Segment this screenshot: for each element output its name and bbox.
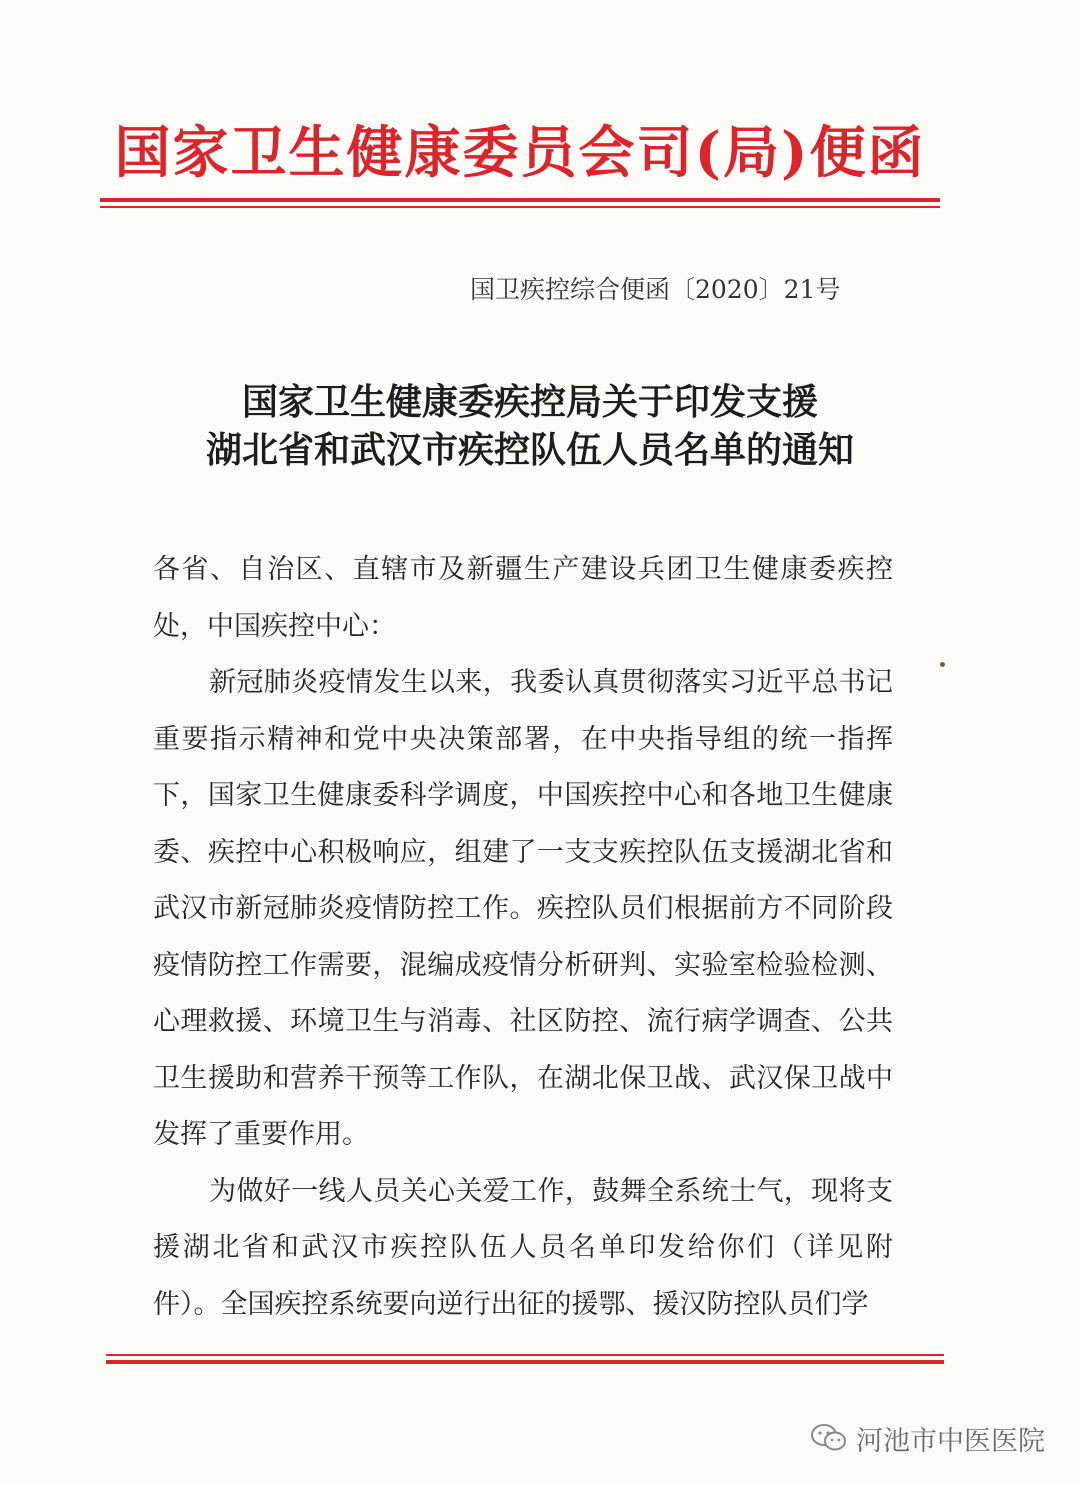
notice-title: [120, 378, 940, 474]
document-number: 国卫疾控综合便函〔2020〕21号: [470, 275, 841, 304]
letterhead-rule-thick: [100, 198, 940, 202]
letterhead-title: 国家卫生健康委员会司(局)便函: [114, 120, 926, 186]
watermark-text: 河池市中医医院: [856, 1425, 1045, 1457]
watermark: [810, 1418, 1045, 1458]
paper-speck: [940, 662, 945, 667]
body-paragraph-2: 为做好一线人员关心关爱工作，鼓舞全系统士气，现将支援湖北省和武汉市疾控队伍人员名单印发给你们（详见附件）。全国疾控系统要向逆行出征的援鄂、援汉防控队员们学: [153, 1175, 893, 1320]
notice-title-line1: 国家卫生健康委疾控局关于印发支援: [241, 381, 818, 423]
wechat-icon: [810, 1422, 848, 1454]
notice-title-line2: 湖北省和武汉市疾控队伍人员名单的通知: [205, 429, 854, 471]
letterhead-rule-thin: [100, 206, 940, 208]
footer-rule-thin: [106, 1354, 944, 1356]
notice-body: [153, 542, 893, 1333]
body-paragraph-1: 新冠肺炎疫情发生以来，我委认真贯彻落实习近平总书记重要指示精神和党中央决策部署，在中央指导组的统一指挥下，国家卫生健康委科学调度，中国疾控中心和各地卫生健康委、疾控中心积极响应，组建了一支支疾控队伍支援湖北省和武汉市新冠肺炎疫情防控工作。疾控队员们根据前方不同阶段疫情防控工作需要，混编成疫情分析研判、实验室检验检测、心理救援、环境卫生与消毒、社区防控、流行病学调查、公共卫生援助和营养干预等工作队，在湖北保卫战、武汉保卫战中发挥了重要作用。: [153, 667, 893, 1150]
footer-rule-thick: [106, 1360, 944, 1364]
salutation: 各省、自治区、直辖市及新疆生产建设兵团卫生健康委疾控处，中国疾控中心：: [153, 554, 893, 642]
